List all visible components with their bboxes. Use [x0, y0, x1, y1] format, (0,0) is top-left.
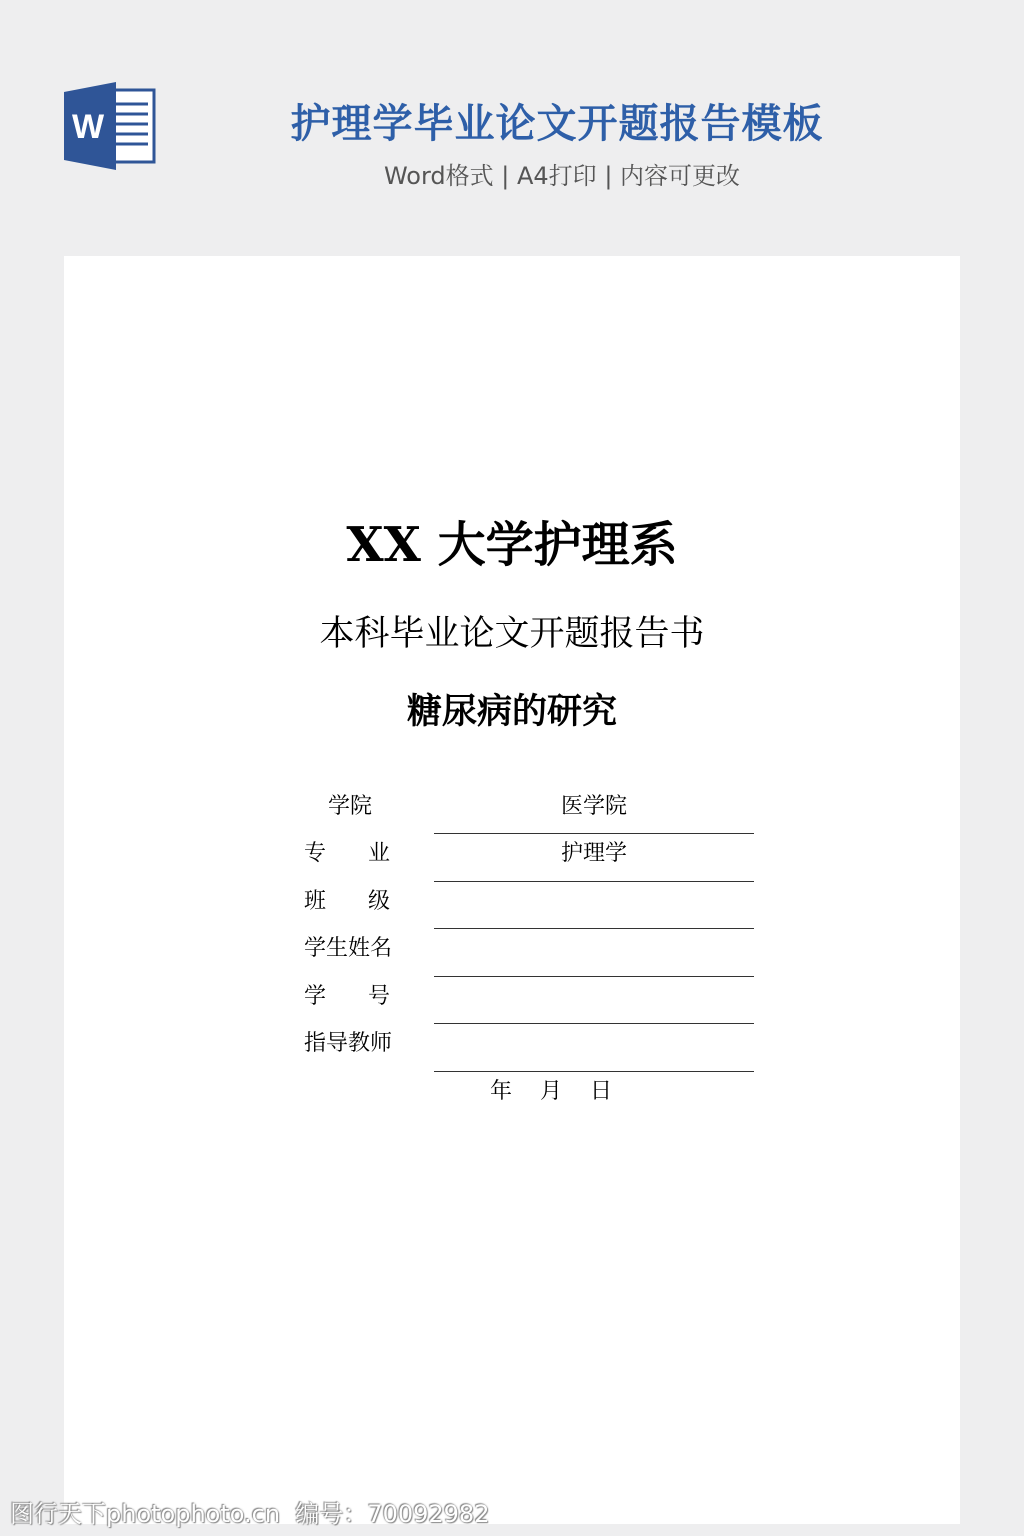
field-underline — [434, 833, 754, 834]
field-label-college: 学院 — [328, 794, 373, 819]
thesis-topic: 糖尿病的研究 — [406, 692, 617, 732]
field-label-student-id: 学 号 — [304, 984, 390, 1009]
field-underline — [434, 976, 754, 977]
field-value-major: 护理学 — [560, 841, 627, 866]
field-underline — [434, 928, 754, 929]
field-label-major: 专 业 — [304, 841, 390, 866]
word-icon-letter: W — [71, 108, 105, 146]
field-label-student-name: 学生姓名 — [304, 936, 393, 961]
watermark: 图行天下photophoto.cn 编号：70092982 — [10, 1500, 490, 1528]
university-title: XX 大学护理系 — [346, 517, 678, 573]
document-page — [64, 256, 960, 1524]
report-subtitle: 本科毕业论文开题报告书 — [319, 614, 705, 654]
field-label-advisor: 指导教师 — [304, 1031, 393, 1056]
field-underline — [434, 881, 754, 882]
template-title: 护理学毕业论文开题报告模板 — [290, 101, 824, 147]
field-underline — [434, 1023, 754, 1024]
date-line: 年 月 日 — [490, 1079, 612, 1104]
field-value-college: 医学院 — [560, 794, 627, 819]
field-label-class: 班 级 — [304, 889, 390, 914]
template-subtitle: Word格式 | A4打印 | 内容可更改 — [383, 162, 741, 190]
field-underline — [434, 1071, 754, 1072]
